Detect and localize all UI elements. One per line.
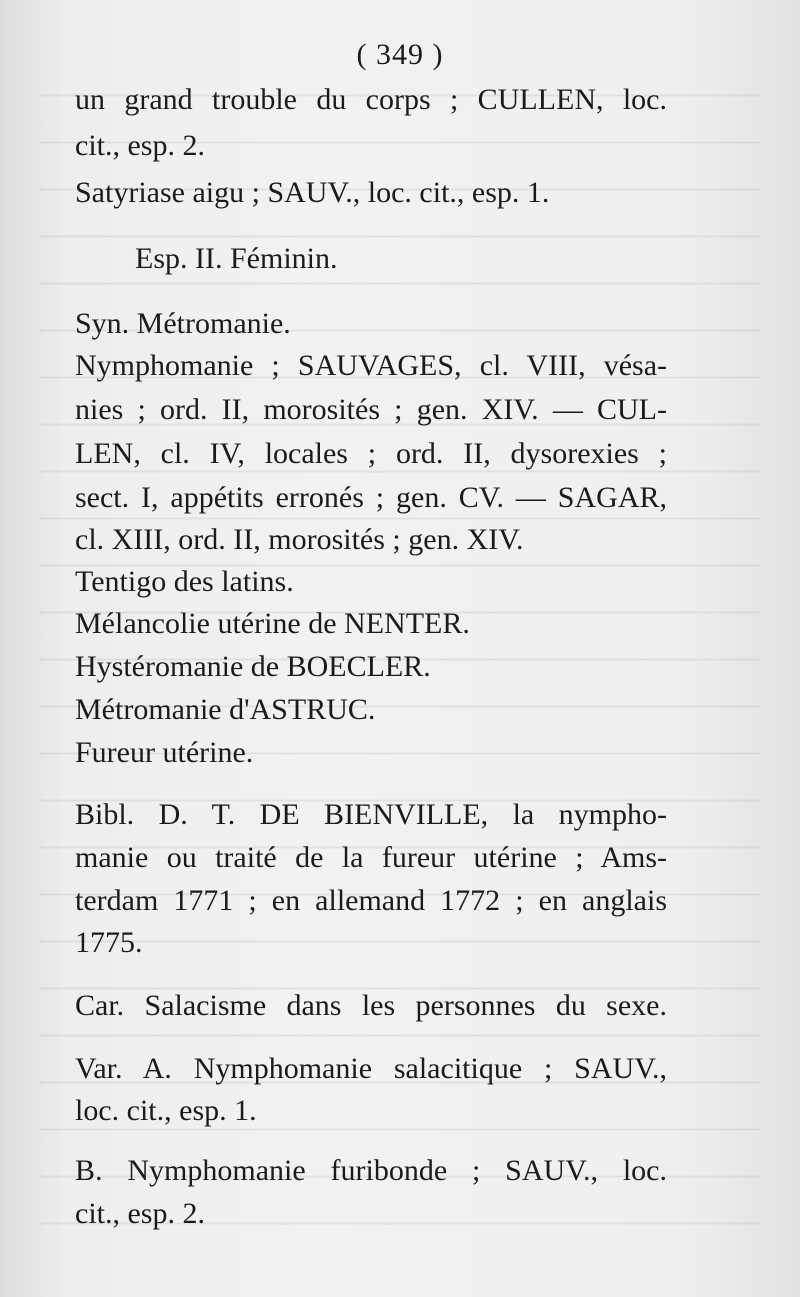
text-line-3: Satyriase aigu ; SAUV., loc. cit., esp. 1.	[75, 176, 550, 209]
text-line-var-a: Var. A. Nymphomanie salacitique ; SAUV.,	[75, 1052, 667, 1085]
page-number: ( 349 )	[356, 38, 444, 71]
text-line-bibl-4: 1775.	[75, 926, 143, 959]
text-line-1: un grand trouble du corps ; CULLEN, loc.	[75, 83, 667, 116]
text-line-melancolie: Mélancolie utérine de NENTER.	[75, 607, 470, 640]
text-line-7: nies ; ord. II, morosités ; gen. XIV. — CUL-	[75, 393, 667, 426]
text-line-9: sect. I, appétits erronés ; gen. CV. — SAGAR,	[75, 481, 667, 514]
text-line-fureur: Fureur utérine.	[75, 736, 254, 769]
text-line-bibl: Bibl. D. T. DE BIENVILLE, la nympho-	[75, 798, 667, 831]
section-heading-esp-ii: Esp. II. Féminin.	[135, 242, 338, 275]
text-line-bibl-3: terdam 1771 ; en allemand 1772 ; en anglais	[75, 884, 667, 917]
text-line-var-b: B. Nymphomanie furibonde ; SAUV., loc.	[75, 1154, 667, 1187]
text-line-6: Nymphomanie ; SAUVAGES, cl. VIII, vésa-	[75, 349, 667, 382]
text-line-car: Car. Salacisme dans les personnes du sexe.	[75, 989, 667, 1022]
text-line-bibl-2: manie ou traité de la fureur utérine ; Ams-	[75, 841, 667, 874]
text-line-metromanie: Métromanie d'ASTRUC.	[75, 693, 376, 726]
text-line-8: LEN, cl. IV, locales ; ord. II, dysorexies ;	[75, 437, 667, 470]
text-line-hysteromanie: Hystéromanie de BOECLER.	[75, 650, 431, 683]
text-line-2: cit., esp. 2.	[75, 129, 205, 162]
text-line-var-b-2: cit., esp. 2.	[75, 1197, 205, 1230]
text-line-var-a-2: loc. cit., esp. 1.	[75, 1094, 257, 1127]
text-line-syn: Syn. Métromanie.	[75, 307, 291, 340]
text-line-10: cl. XIII, ord. II, morosités ; gen. XIV.	[75, 523, 524, 556]
text-line-tentigo: Tentigo des latins.	[75, 565, 294, 598]
